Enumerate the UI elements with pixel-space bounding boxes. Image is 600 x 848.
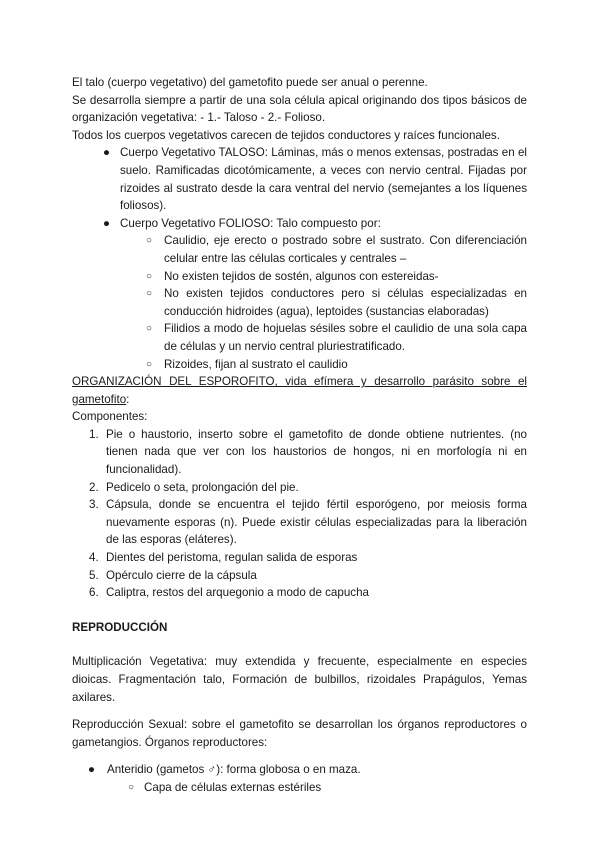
number-marker: 3. — [89, 498, 99, 512]
sexual-paragraph: Reproducción Sexual: sobre el gametofito se desarrollan los órganos reproductores o gametangios. Órganos reproductores: — [72, 718, 527, 749]
folioso-item — [72, 268, 527, 286]
folioso-item-text: Rizoides, fijan al sustrato el caulidio — [164, 357, 348, 371]
spacer — [72, 602, 527, 619]
componentes-list — [72, 426, 527, 602]
bullet-marker: ● — [103, 216, 111, 230]
folioso-item-text: Caulidio, eje erecto o postrado sobre el sustrato. Con diferenciación celular entre las células corticales y centrales – — [164, 234, 527, 265]
anteridio-sublist — [72, 779, 527, 797]
number-marker: 4. — [89, 551, 99, 565]
document-page — [72, 74, 527, 797]
number-marker: 2. — [89, 480, 99, 494]
folioso-item-text: No existen tejidos de sostén, algunos con estereidas- — [164, 269, 439, 283]
bullet-taloso — [72, 144, 527, 214]
number-marker: 6. — [89, 586, 99, 600]
vegetative-body-list — [72, 144, 527, 232]
folioso-item-text: Filidios a modo de hojuelas sésiles sobre el caulidio de una sola capa de células y un nervio central pluriestratificado. — [164, 322, 527, 353]
folioso-sublist — [72, 232, 527, 373]
organos-list — [72, 761, 527, 779]
circle-marker: ○ — [146, 288, 153, 300]
number-marker: 5. — [89, 568, 99, 582]
circle-marker: ○ — [146, 323, 153, 335]
anteridio-sub-text: Capa de células externas estériles — [144, 780, 322, 794]
esporofito-heading-text: ORGANIZACIÓN DEL ESPOROFITO, vida efímera y desarrollo parásito sobre el gametofito — [72, 375, 527, 406]
componente-item — [72, 567, 527, 585]
reproduccion-heading: REPRODUCCIÓN — [72, 620, 168, 634]
anteridio-sub-item — [72, 779, 527, 797]
anteridio-text: Anteridio (gametos ♂): forma globosa o en maza. — [107, 763, 361, 777]
bullet-folioso — [72, 215, 527, 233]
componentes-label: Componentes: — [72, 410, 148, 424]
multiplicacion-paragraph: Multiplicación Vegetativa: muy extendida y frecuente, especialmente en especies dioicas. Fragmentación talo, Formación de bulbillos, rizoidales Prapágulos, Yemas axilares. — [72, 655, 527, 704]
number-marker: 1. — [89, 427, 99, 441]
componente-text: Pedicelo o seta, prolongación del pie. — [106, 480, 299, 494]
esporofito-heading — [72, 373, 527, 408]
esporofito-heading-colon: : — [126, 392, 130, 406]
componente-text: Opérculo cierre de la cápsula — [106, 568, 257, 582]
bullet-marker: ● — [103, 146, 111, 160]
bullet-taloso-text: Cuerpo Vegetativo TALOSO: Láminas, más o menos extensas, postradas en el suelo. Ramificadas dicotómicamente, a veces con nervio central. Fijadas por rizoides al sustrato desde la cara ventral del nervio (semejantes a los líquenes foliosos). — [120, 146, 527, 213]
componente-text: Pie o haustorio, inserto sobre el gametofito de donde obtiene nutrientes. (no tienen nada que ver con los haustorios de hongos, ni en morfología ni en funcionalidad). — [106, 427, 527, 477]
componente-item — [72, 496, 527, 549]
intro-line-2: Se desarrolla siempre a partir de una sola célula apical originando dos tipos básicos de organización vegetativa: - 1.- Taloso - 2.- Folioso. — [72, 93, 527, 125]
folioso-item — [72, 232, 527, 267]
componente-item — [72, 549, 527, 567]
componente-item — [72, 584, 527, 602]
bullet-marker: ● — [88, 763, 96, 777]
componente-item — [72, 479, 527, 497]
spacer — [72, 751, 527, 761]
spacer — [72, 706, 527, 716]
circle-marker: ○ — [146, 235, 153, 247]
circle-marker: ○ — [146, 270, 153, 282]
folioso-item — [72, 320, 527, 355]
spacer — [72, 636, 527, 653]
bullet-anteridio — [72, 761, 527, 779]
componente-text: Dientes del peristoma, regulan salida de esporas — [106, 551, 358, 565]
circle-marker: ○ — [128, 781, 135, 793]
circle-marker: ○ — [146, 358, 153, 370]
componente-item — [72, 426, 527, 479]
intro-line-1: El talo (cuerpo vegetativo) del gametofito puede ser anual o perenne. — [72, 76, 428, 89]
folioso-item — [72, 285, 527, 320]
bullet-folioso-text: Cuerpo Vegetativo FOLIOSO: Talo compuesto por: — [120, 216, 381, 230]
componente-text: Cápsula, donde se encuentra el tejido fértil esporógeno, por meiosis forma nuevamente esporas (n). Puede existir células especializadas para la liberación de las esporas (eláteres). — [106, 498, 527, 547]
folioso-item-text: No existen tejidos conductores pero si células especializadas en conducción hidroides (agua), leptoides (sustancias elaboradas) — [164, 287, 527, 318]
componente-text: Caliptra, restos del arquegonio a modo de capucha — [106, 586, 369, 600]
intro-line-3: Todos los cuerpos vegetativos carecen de tejidos conductores y raíces funcionales. — [72, 128, 500, 142]
folioso-item — [72, 356, 527, 374]
